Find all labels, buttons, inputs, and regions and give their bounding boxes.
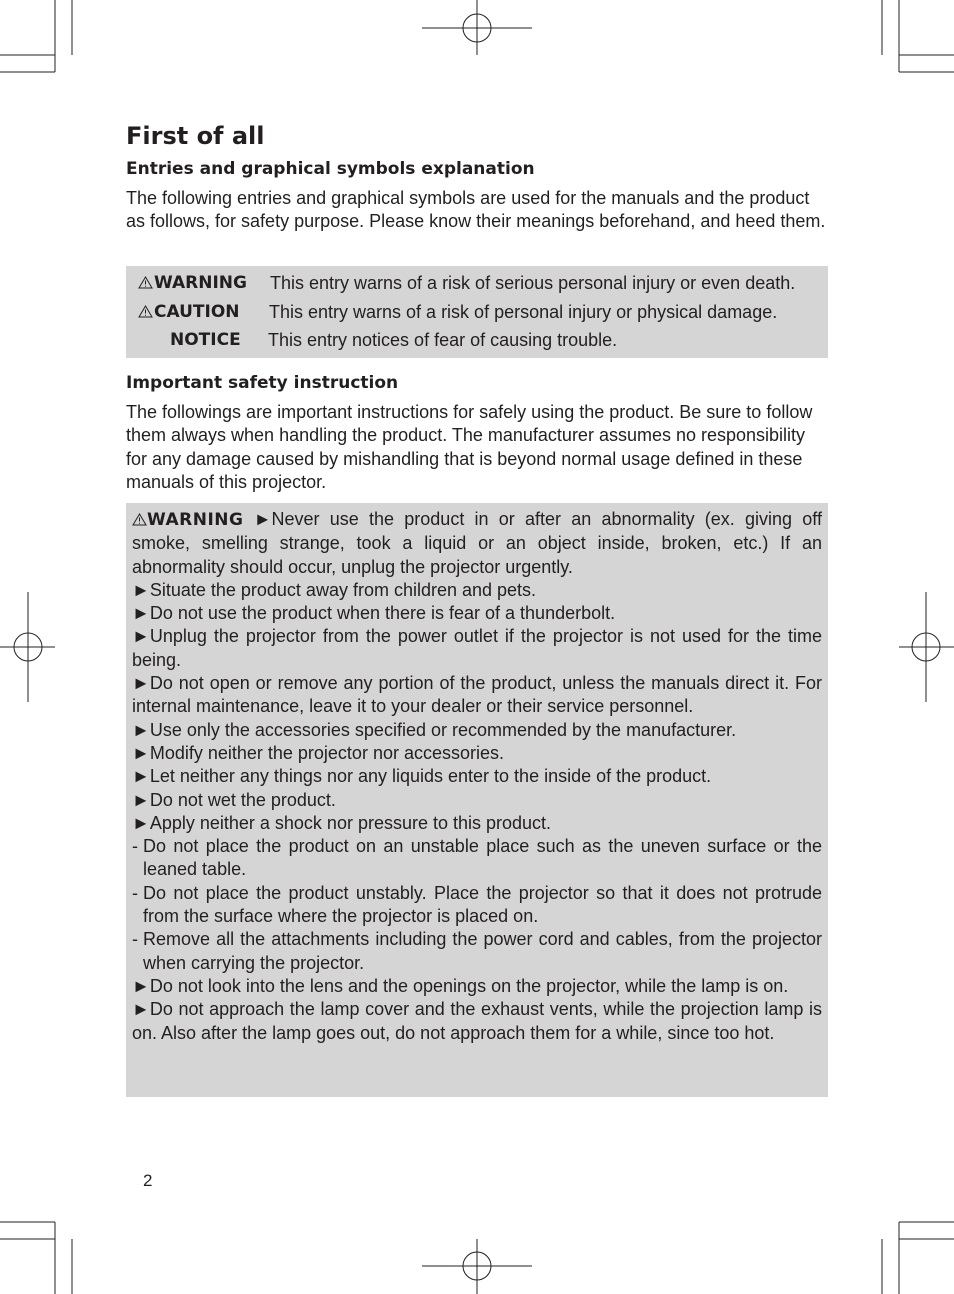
legend-row-notice [126, 328, 828, 352]
bullet-arrow: ► [132, 766, 150, 787]
dash-mark: - [132, 836, 138, 857]
bullet-arrow: ► [132, 626, 150, 647]
warning-triangle-icon [138, 276, 153, 289]
warning-item: ►Do not wet the product. [132, 789, 336, 810]
bullet-arrow: ► [132, 742, 150, 763]
entries-intro: The following entries and graphical symbols are used for the manuals and the product as follows, for safety purpose. Please know their meanings beforehand, and heed them. [126, 188, 826, 232]
bullet-arrow: ► [132, 579, 150, 600]
warning-item: ►Do not use the product when there is fear of a thunderbolt. [132, 603, 616, 624]
bullet-arrow: ► [132, 789, 150, 810]
dash-mark: - [132, 929, 138, 950]
caution-triangle-icon [138, 305, 153, 318]
safety-heading: Important safety instruction [126, 373, 399, 393]
bullet-arrow: ► [132, 812, 150, 833]
warning-triangle-icon [132, 513, 147, 526]
safety-warning-box [126, 503, 828, 1097]
bullet-arrow: ► [253, 509, 272, 529]
warning-item: WARNING ►Never use the product in or after an abnormality (ex. giving off smoke, smelling strange, took a liquid or an object inside, broken, etc.) If an abnormality should occur, unplug the projector urgently. [132, 509, 822, 577]
warning-subitem: - Do not place the product on an unstable place such as the uneven surface or the leaned table. [132, 836, 822, 880]
bullet-arrow: ► [132, 673, 150, 694]
legend-term-caution: CAUTION [138, 300, 240, 324]
warning-item: ►Do not open or remove any portion of the product, unless the manuals direct it. For internal maintenance, leave it to your dealer or their service personnel. [132, 673, 822, 717]
bullet-arrow: ► [132, 603, 150, 624]
legend-desc-caution: This entry warns of a risk of personal injury or physical damage. [269, 302, 778, 322]
bullet-arrow: ► [132, 975, 150, 996]
page-title: First of all [126, 122, 265, 150]
warning-item: ►Let neither any things nor any liquids enter to the inside of the product. [132, 766, 712, 787]
safety-warning-text [132, 508, 822, 1045]
legend-desc-warning: This entry warns of a risk of serious personal injury or even death. [270, 273, 796, 293]
legend-row-caution [126, 300, 828, 324]
legend-term-notice: NOTICE [170, 330, 241, 350]
legend-term-warning: WARNING [138, 271, 247, 295]
entries-heading: Entries and graphical symbols explanation [126, 159, 535, 179]
warning-subitem: - Do not place the product unstably. Place the projector so that it does not protrude from the surface where the projector is placed on. [132, 882, 822, 927]
page-number: 2 [143, 1171, 153, 1190]
warning-item: ►Do not look into the lens and the openings on the projector, while the lamp is on. [132, 975, 789, 996]
bullet-arrow: ► [132, 719, 150, 740]
warning-item: ►Apply neither a shock nor pressure to this product. [132, 812, 552, 833]
warning-subitem: - Remove all the attachments including the power cord and cables, from the projector when carrying the projector. [132, 929, 822, 973]
warning-item: ►Use only the accessories specified or recommended by the manufacturer. [132, 719, 737, 740]
warning-item: ►Do not approach the lamp cover and the exhaust vents, while the projection lamp is on. Also after the lamp goes out, do not approach them for a while, since too hot. [132, 999, 822, 1043]
safety-intro: The followings are important instructions for safely using the product. Be sure to follow them always when handling the product. The manufacturer assumes no responsibility for any damage caused by mishandling that is beyond normal usage defined in these manuals of this projector. [126, 402, 813, 492]
dash-mark: - [132, 882, 138, 903]
warning-label: WARNING [147, 510, 244, 530]
warning-item: ►Unplug the projector from the power outlet if the projector is not used for the time being. [132, 626, 822, 670]
bullet-arrow: ► [132, 999, 150, 1020]
warning-item: ►Modify neither the projector nor accessories. [132, 742, 504, 763]
legend-row-warning [126, 271, 828, 295]
symbol-legend [126, 266, 828, 358]
legend-desc-notice: This entry notices of fear of causing trouble. [268, 330, 618, 350]
warning-item: ►Situate the product away from children and pets. [132, 579, 537, 600]
